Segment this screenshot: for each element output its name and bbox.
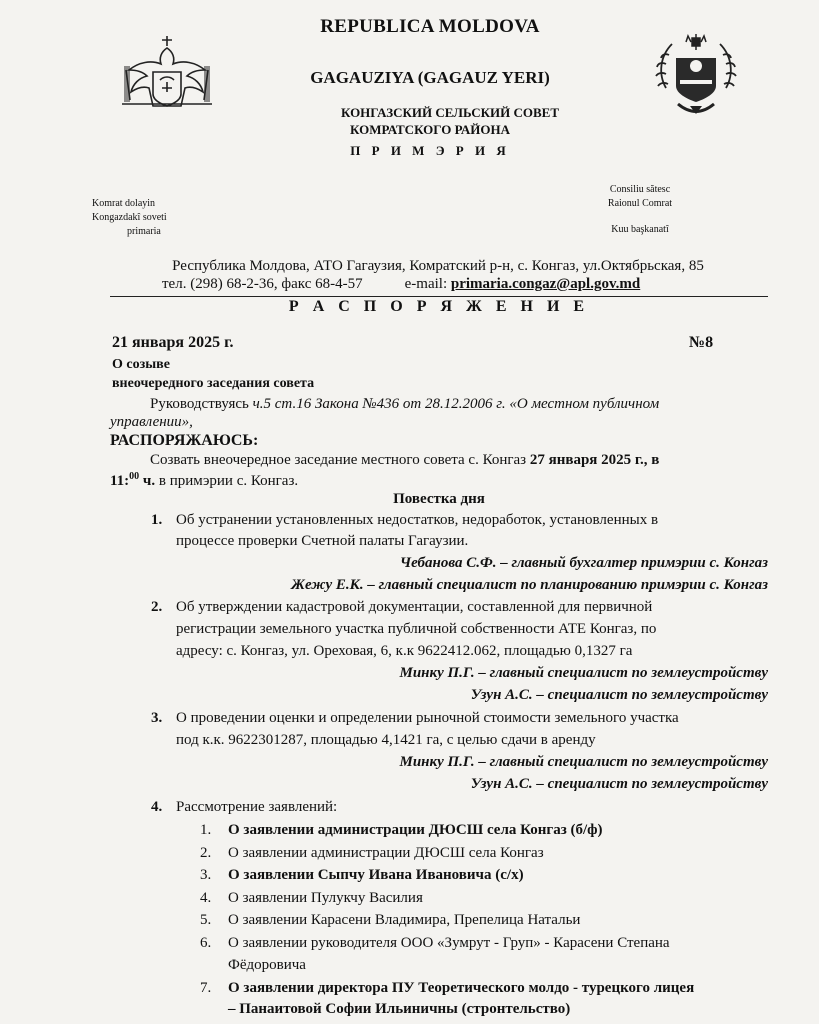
application-item-cont: Фёдоровича <box>228 957 306 973</box>
address-line: Республика Молдова, АТО Гагаузия, Комратский р-н, с. Конгаз, ул.Октябрьская, 85 <box>172 258 704 274</box>
contact-line <box>162 276 640 293</box>
legal-basis-ref: ч.5 ст.16 Закона №436 от 28.12.2006 г. «О местном публичном <box>252 396 660 412</box>
convene-prefix: Созвать внеочередное заседание местного совета с. Конгаз <box>150 452 530 468</box>
agenda-item-number: 3. <box>151 710 163 726</box>
application-item: О заявлении Сыпчу Ивана Ивановича (с/х) <box>228 867 524 883</box>
convene-time-line <box>110 471 298 490</box>
agenda-responsible: Узун А.С. – специалист по землеустройству <box>470 687 768 703</box>
agenda-item-number: 4. <box>151 799 163 815</box>
header-right-romanian <box>585 183 695 237</box>
application-number: 6. <box>200 935 212 951</box>
convene-time-unit: ч. <box>139 473 156 489</box>
agenda-item-text: под к.к. 9622301287, площадью 4,1421 га, с целью сдачи в аренду <box>176 732 596 748</box>
agenda-responsible: Узун А.С. – специалист по землеустройству <box>470 776 768 792</box>
agenda-item-number: 2. <box>151 599 163 615</box>
application-item: О заявлении директора ПУ Теоретического молдо - турецкого лицея <box>228 980 695 996</box>
moldova-coat-of-arms-icon <box>112 28 222 124</box>
agenda-item-text: процессе проверки Счетной палаты Гагаузии. <box>176 533 469 549</box>
agenda-responsible: Минку П.Г. – главный специалист по землеустройству <box>399 665 768 681</box>
document-title: Р А С П О Р Я Ж Е Н И Е <box>288 298 590 315</box>
header-republic: REPUBLICA MOLDOVA <box>320 16 540 37</box>
document-date: 21 января 2025 г. <box>112 334 234 351</box>
application-item: О заявлении администрации ДЮСШ села Конгаз <box>228 845 544 861</box>
convene-place: в примэрии с. Конгаз. <box>155 473 299 489</box>
legal-basis <box>150 396 659 413</box>
agenda-item-text: Об утверждении кадастровой документации, составленной для первичной <box>176 599 653 615</box>
application-number: 2. <box>200 845 212 861</box>
document-number: №8 <box>689 334 714 351</box>
agenda-item-text: Рассмотрение заявлений: <box>176 799 338 815</box>
convene-minutes: 00 <box>129 471 140 482</box>
header-gagauziya: GAGAUZIYA (GAGAUZ YERI) <box>310 68 550 87</box>
header-left-line: Kongazdakî soveti <box>92 212 167 223</box>
agenda-item-text: Об устранении установленных недостатков, недоработок, установленных в <box>176 512 659 528</box>
header-primaria-ru: П Р И М Э Р И Я <box>350 143 510 158</box>
convene-hour: 11: <box>110 473 130 489</box>
agenda-title: Повестка дня <box>393 491 485 507</box>
gagauzia-coat-of-arms-icon <box>646 28 746 124</box>
convene-text <box>150 452 659 469</box>
convene-date: 27 января 2025 г., в <box>529 452 660 468</box>
application-item: О заявлении руководителя ООО «Зумрут - Груп» - Карасени Степана <box>228 935 670 951</box>
ordering-heading: РАСПОРЯЖАЮСЬ: <box>110 432 259 449</box>
application-item: О заявлении Карасени Владимира, Препелица Натальи <box>228 912 581 928</box>
header-right-line: Consiliu sătesc <box>609 184 671 195</box>
phone-fax: тел. (298) 68-2-36, факс 68-4-57 <box>162 276 363 292</box>
agenda-responsible: Минку П.Г. – главный специалист по землеустройству <box>399 754 768 770</box>
application-number: 4. <box>200 890 212 906</box>
header-divider <box>110 296 768 297</box>
application-item-cont: – Панаитовой Софии Ильиничны (стронтельство) <box>228 1001 571 1017</box>
agenda-item-text: адресу: с. Конгаз, ул. Ореховая, 6, к.к 9622412.062, площадью 0,1327 га <box>176 643 633 659</box>
header-left-line: primaria <box>127 226 161 237</box>
header-council-ru: КОНГАЗСКИЙ СЕЛЬСКИЙ СОВЕТ <box>340 105 560 120</box>
application-number: 3. <box>200 867 212 883</box>
agenda-responsible: Чебанова С.Ф. – главный бухгалтер примэрии с. Конгаз <box>399 555 768 571</box>
application-item: О заявлении Пулукчу Василия <box>228 890 423 906</box>
agenda-item-text: О проведении оценки и определении рыночной стоимости земельного участка <box>176 710 679 726</box>
subject-line: внеочередного заседания совета <box>112 376 315 391</box>
application-number: 1. <box>200 822 212 838</box>
agenda-responsible: Жежу Е.К. – главный специалист по планированию примэрии с. Конгаз <box>291 577 768 593</box>
header-district-ru: КОМРАТСКОГО РАЙОНА <box>350 122 510 137</box>
application-number: 5. <box>200 912 212 928</box>
header-left-gagauz <box>92 197 212 239</box>
header-right-line: Kuu başkanatî <box>611 224 669 235</box>
legal-basis-ref-cont: управлении», <box>110 414 193 430</box>
subject-line: О созыве <box>112 357 170 372</box>
email-label: e-mail: <box>404 276 448 292</box>
legal-basis-prefix: Руководствуясь <box>150 396 253 412</box>
agenda-item-text: регистрации земельного участка публичной собственности АТЕ Конгаз, по <box>176 621 657 637</box>
email-link[interactable]: primaria.congaz@apl.gov.md <box>450 276 641 292</box>
header-left-line: Komrat dolayin <box>92 198 156 209</box>
agenda-item-number: 1. <box>151 512 163 528</box>
application-number: 7. <box>200 980 212 996</box>
header-right-line: Raionul Comrat <box>607 198 673 209</box>
application-item: О заявлении администрации ДЮСШ села Конгаз (б/ф) <box>228 822 603 838</box>
